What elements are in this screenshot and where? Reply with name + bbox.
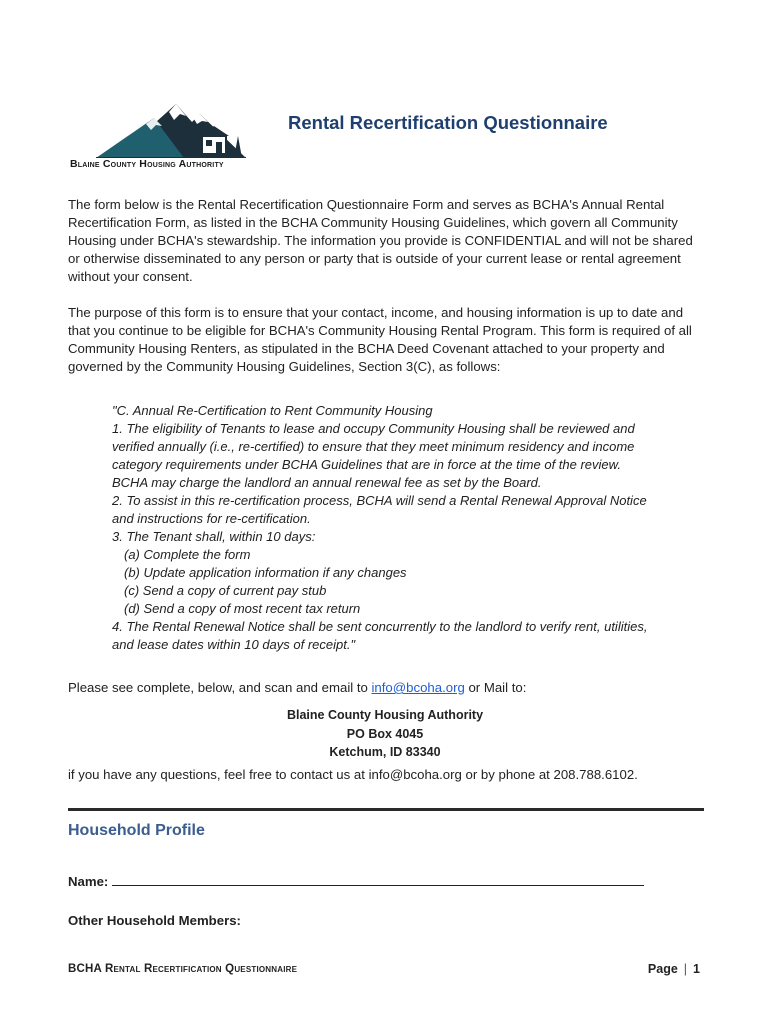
bcha-logo — [66, 100, 276, 174]
quote-line: 4. The Rental Renewal Notice shall be sent concurrently to the landlord to verify rent, utilities, — [112, 619, 648, 634]
quote-line: BCHA may charge the landlord an annual renewal fee as set by the Board. — [112, 475, 542, 490]
quote-line: (a) Complete the form — [124, 547, 251, 562]
page-separator: | — [683, 962, 688, 976]
page-num: 1 — [693, 962, 700, 976]
see-prefix: Please see complete, below, and scan and email to — [68, 680, 372, 695]
submission-instructions — [68, 680, 526, 695]
see-suffix: or Mail to: — [464, 680, 527, 695]
quote-line: verified annually (i.e., re-certified) to ensure that they meet minimum residency and income — [112, 439, 635, 454]
section-heading: Household Profile — [68, 822, 205, 839]
section-divider — [68, 808, 704, 811]
page-title: Rental Recertification Questionnaire — [288, 112, 608, 133]
questions-text: if you have any questions, feel free to contact us at info@bcoha.org or by phone at 208.788.6102. — [68, 767, 638, 782]
address-line-3: Ketchum, ID 83340 — [329, 745, 441, 759]
quote-line: category requirements under BCHA Guidelines that are in force at the time of the review. — [112, 457, 621, 472]
address-line-1: Blaine County Housing Authority — [286, 708, 484, 722]
quote-line: "C. Annual Re-Certification to Rent Community Housing — [112, 403, 433, 418]
quote-line: and lease dates within 10 days of receipt." — [112, 637, 356, 652]
name-field — [68, 872, 644, 889]
address-line-2: PO Box 4045 — [346, 726, 424, 741]
intro-paragraph-2: The purpose of this form is to ensure that your contact, income, and housing information is up to date and that you continue to be eligible for BCHA's Community Housing Rental Program. This form is required of all Community Housing Renters, as stipulated in the BCHA Deed Covenant attached to your property and governed by the Community Housing Guidelines, Section 3(C), as follows: — [68, 305, 692, 374]
mountain-house-logo-icon — [96, 100, 246, 158]
page-label: Page — [647, 962, 678, 976]
name-label: Name: — [68, 874, 109, 889]
quote-line: 1. The eligibility of Tenants to lease and occupy Community Housing shall be reviewed and — [112, 421, 635, 436]
mailing-address — [0, 706, 770, 762]
name-input-line[interactable] — [112, 872, 644, 886]
email-link[interactable]: info@bcoha.org — [371, 680, 465, 695]
guidelines-quote — [112, 402, 712, 654]
quote-line: 3. The Tenant shall, within 10 days: — [112, 529, 316, 544]
footer-title: BCHA Rental Recertification Questionnaire — [68, 963, 298, 975]
quote-line: (b) Update application information if any changes — [124, 565, 407, 580]
quote-line: and instructions for re-certification. — [112, 511, 311, 526]
other-members-label: Other Household Members: — [68, 913, 241, 928]
quote-line: (c) Send a copy of current pay stub — [124, 583, 327, 598]
quote-line: (d) Send a copy of most recent tax return — [124, 601, 361, 616]
logo-text: Blaine County Housing Authority — [70, 158, 224, 170]
intro-paragraph-1: The form below is the Rental Recertification Questionnaire Form and serves as BCHA's Annual Rental Recertification Form, as listed in the BCHA Community Housing Guidelines, which govern all Community Housing under BCHA's stewardship. The information you provide is CONFIDENTIAL and will not be shared or otherwise disseminated to any person or party that is outside of your current lease or rental agreement without your consent. — [68, 197, 693, 284]
page-number — [648, 962, 700, 976]
quote-line: 2. To assist in this re-certification process, BCHA will send a Rental Renewal Approval Notice — [112, 493, 647, 508]
